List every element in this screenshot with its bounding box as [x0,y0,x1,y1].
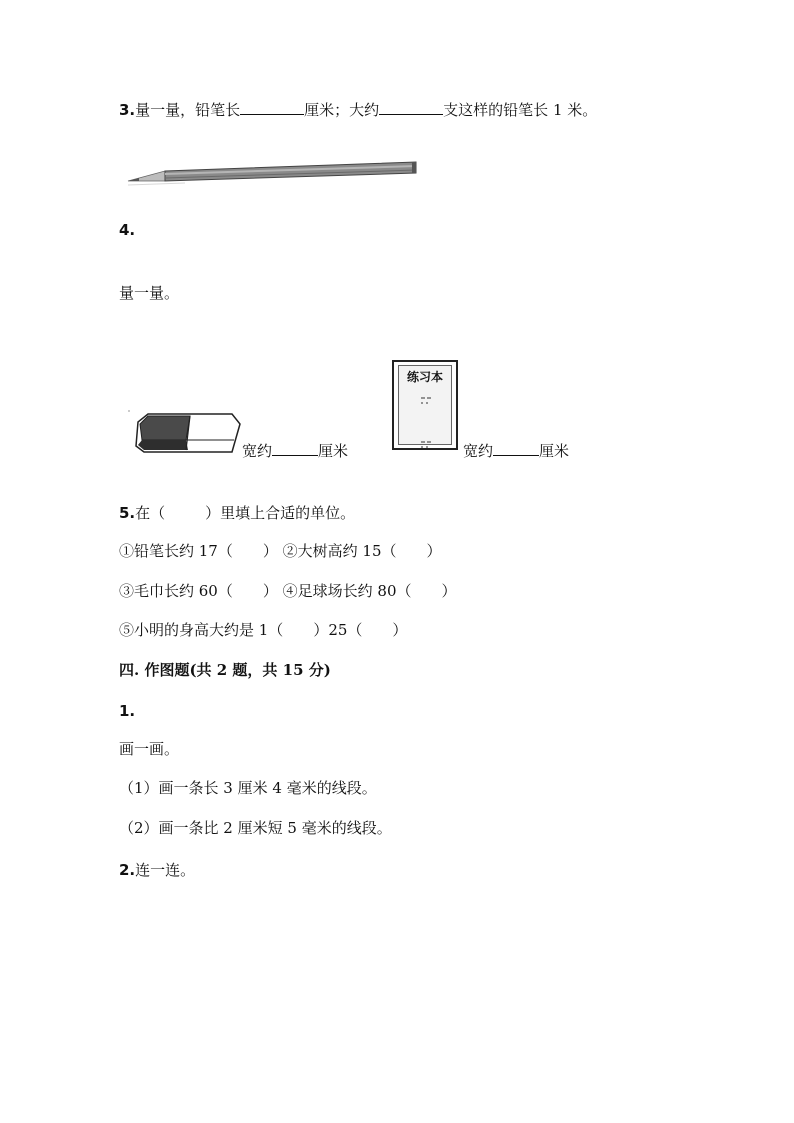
eraser-caption [242,441,348,461]
q5-row-1 [119,541,442,561]
q5-row-2 [119,581,457,601]
notebook-cover [398,365,452,445]
notebook-title: 练习本 [406,370,443,384]
s4-q2-line [119,860,195,880]
q5-item5-close: ） [392,621,408,639]
q3-text-1: 量一量，铅笔长 [135,101,241,119]
notebook-marks [399,386,453,450]
notebook-caption-prefix: 宽约 [463,442,494,460]
notebook-image [392,360,458,450]
section-heading: 四. 作图题(共 2 题，共 15 分) [119,661,331,679]
s4-q1-part2: （2）画一条比 2 厘米短 5 毫米的线段。 [119,819,392,837]
q5-item5-text: ⑤小明的身高大约是 1（ [119,621,284,639]
s4-q1-number: 1. [119,702,136,720]
s4-q2-instruction: 连一连。 [135,861,196,879]
q5-item4-text: ④足球场长约 80（ [282,582,412,600]
q3-text-2: 厘米；大约 [304,101,380,119]
q5-instruction-open: 在（ [135,504,166,522]
q5-item1-close: ） [262,542,278,560]
s4-q1-part1: （1）画一条长 3 厘米 4 毫米的线段。 [119,779,377,797]
s4-q1-instruction: 画一画。 [119,740,180,758]
eraser-caption-prefix: 宽约 [242,442,273,460]
q5-item4-close: ） [441,582,457,600]
q5-item2-close: ） [426,542,442,560]
eraser-caption-unit: 厘米 [318,442,349,460]
q5-item3-text: ③毛巾长约 60（ [119,582,233,600]
q5-instruction-close: ）里填上合适的单位。 [205,504,356,522]
eraser-width-blank[interactable] [272,441,318,456]
q4-instruction: 量一量。 [119,284,180,302]
q3-text-3: 支这样的铅笔长 1 米。 [443,101,598,119]
pencil-image [125,155,420,191]
q5-item1-text: ①铅笔长约 17（ [119,542,233,560]
q5-item5-mid: ）25（ [313,621,363,639]
q3-line [119,100,597,120]
q3-blank-count[interactable] [379,100,443,115]
q5-item2-text: ②大树高约 15（ [282,542,397,560]
q5-row-3 [119,620,407,640]
q5-item3-close: ） [262,582,278,600]
notebook-caption [463,441,569,461]
q3-number: 3. [119,101,136,119]
q4-number: 4. [119,221,136,239]
q5-instruction [119,503,355,523]
s4-q2-number: 2. [119,861,136,879]
notebook-width-blank[interactable] [493,441,539,456]
notebook-caption-unit: 厘米 [539,442,570,460]
eraser-image [126,408,244,456]
q3-blank-length[interactable] [240,100,304,115]
q5-number: 5. [119,504,136,522]
